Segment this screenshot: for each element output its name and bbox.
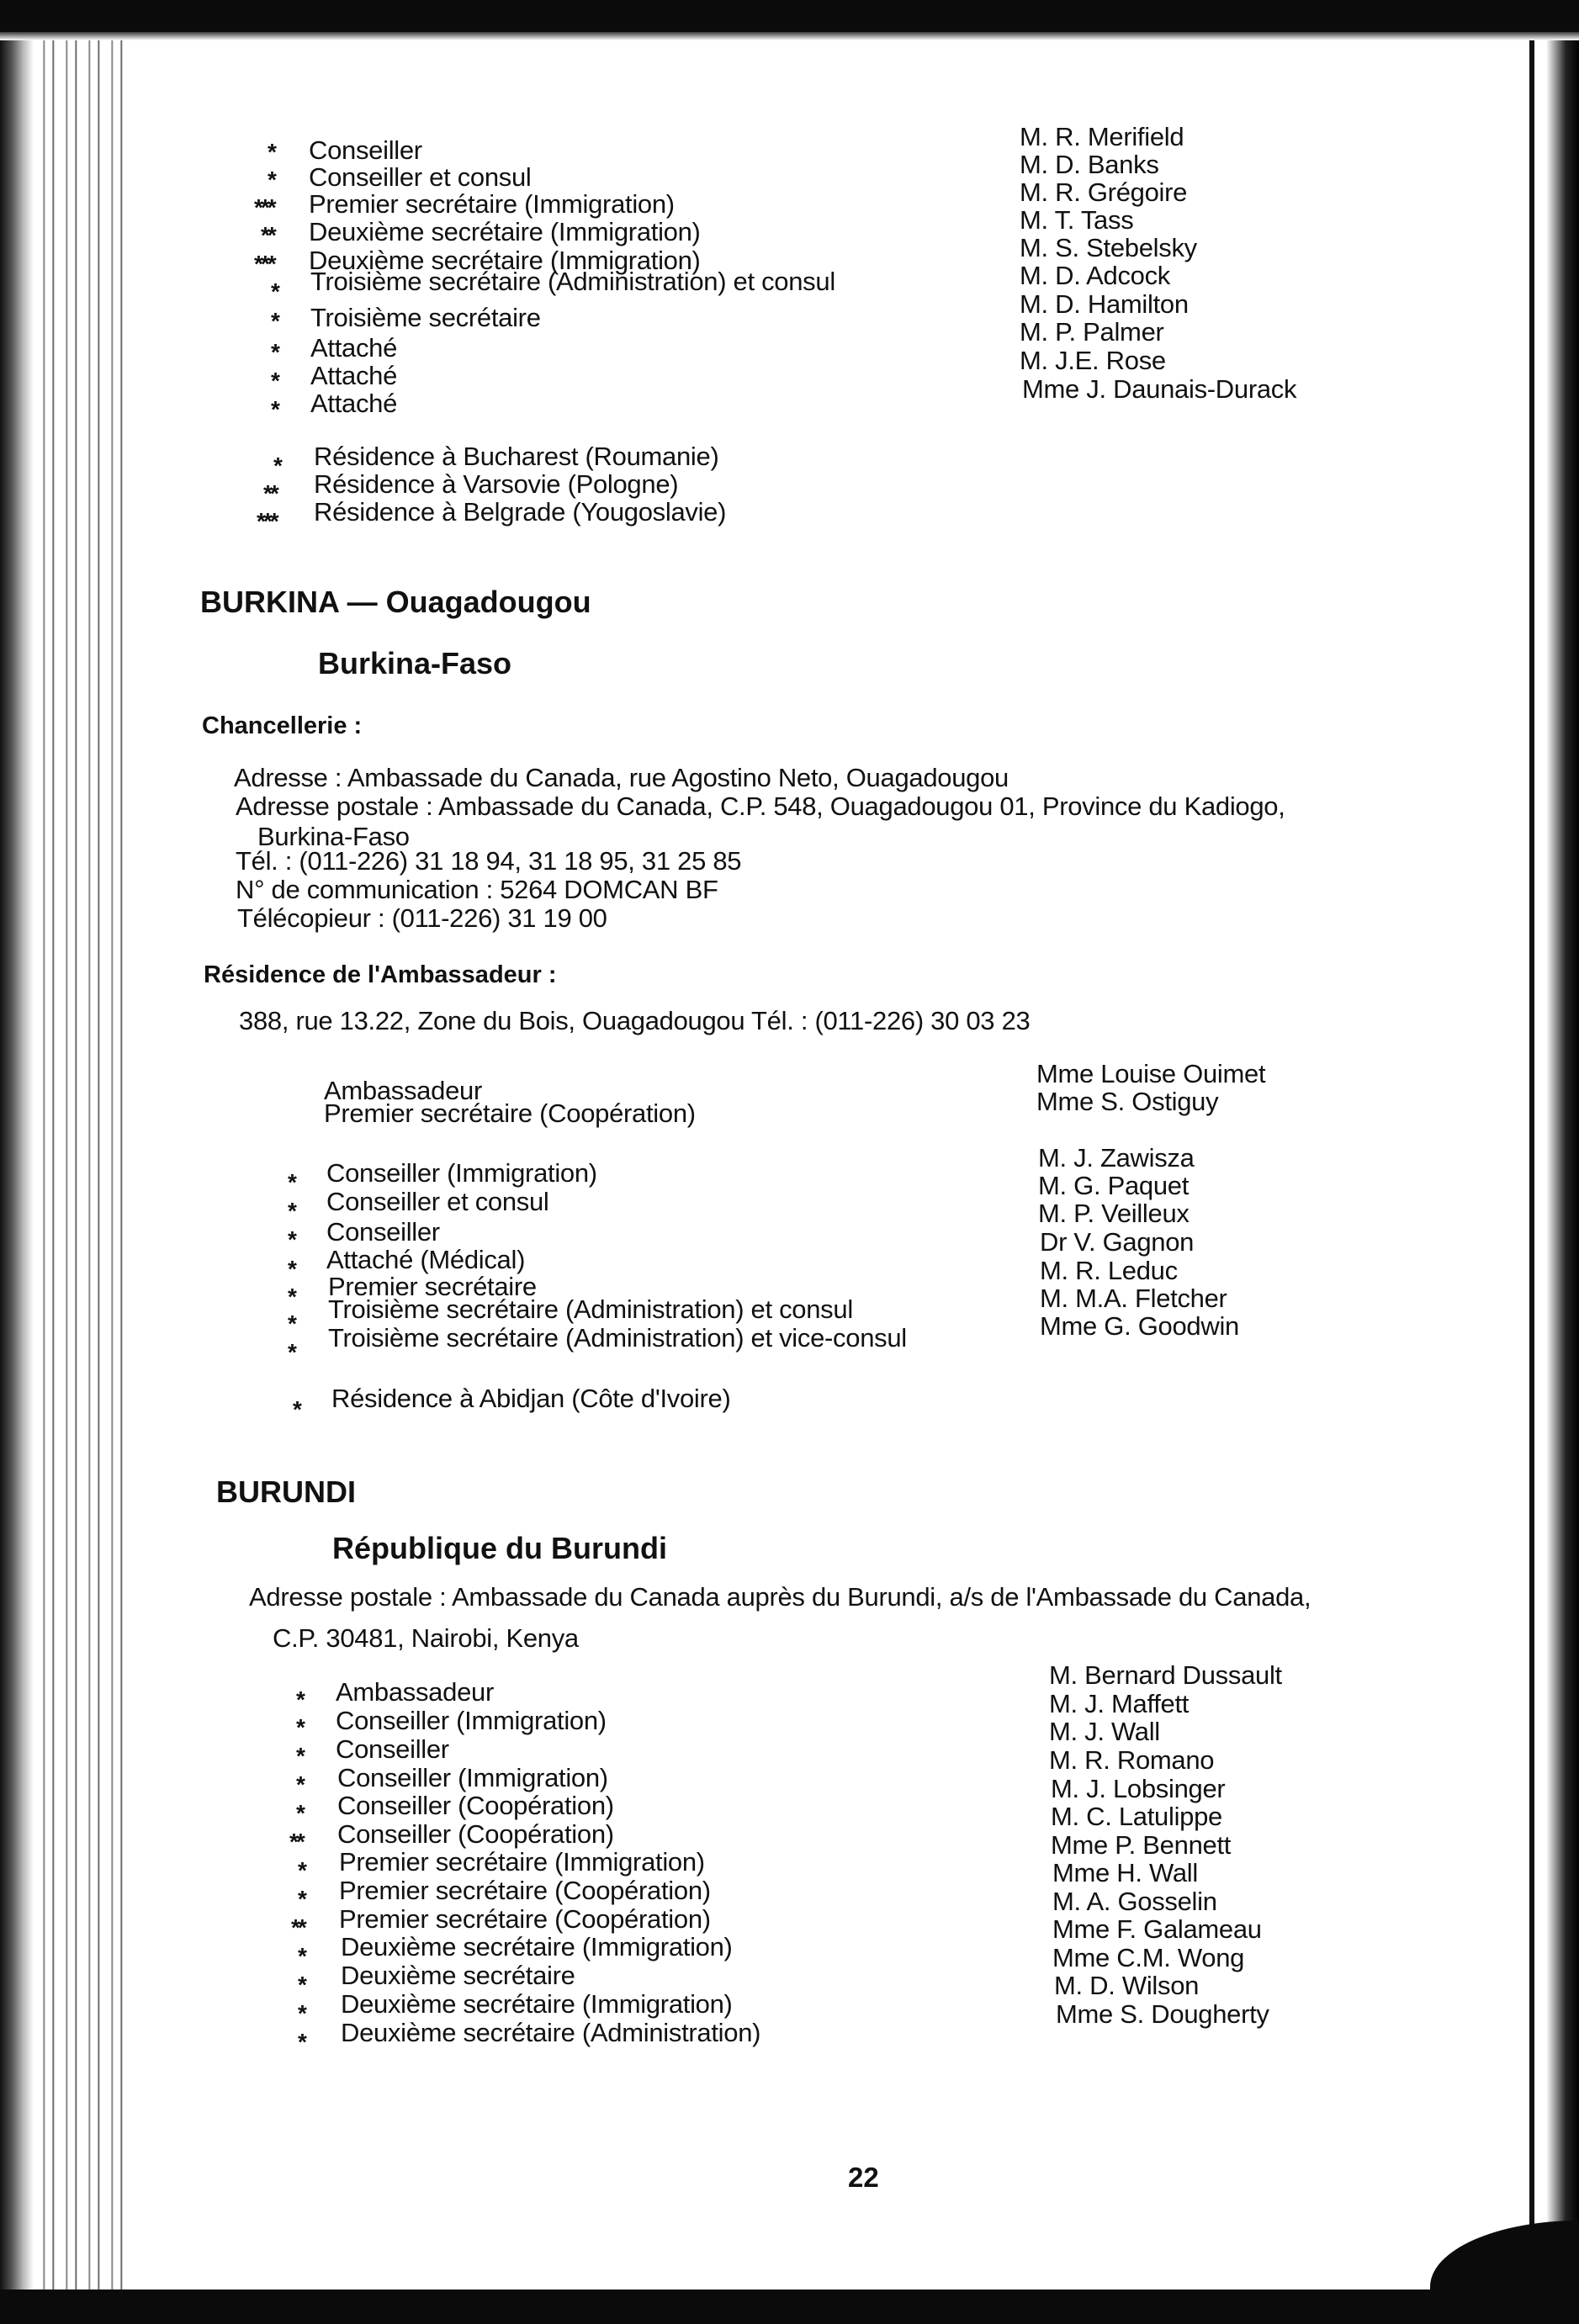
- bullet-marker: *: [296, 1714, 303, 1740]
- page-edge-shadow: [1546, 40, 1579, 2227]
- bullet-marker: **: [291, 1914, 305, 1940]
- staff-name: Mme P. Bennett: [1051, 1830, 1232, 1860]
- staff-title: Troisième secrétaire: [310, 303, 541, 332]
- staff-title: Deuxième secrétaire (Immigration): [341, 1932, 733, 1961]
- staff-title: Conseiller (Immigration): [326, 1158, 597, 1188]
- address-line: Adresse postale : Ambassade du Canada auprès du Burundi, a/s de l'Ambassade du Canada,: [249, 1582, 1311, 1612]
- bullet-marker: *: [273, 453, 280, 479]
- staff-name: M. P. Palmer: [1020, 317, 1164, 347]
- staff-name: M. J. Wall: [1049, 1717, 1160, 1746]
- residence-note: Résidence à Bucharest (Roumanie): [314, 442, 719, 471]
- bullet-marker: **: [289, 1829, 303, 1855]
- staff-title: Conseiller (Coopération): [337, 1819, 614, 1849]
- staff-name: M. P. Veilleux: [1038, 1199, 1190, 1228]
- country-subheading: Burkina-Faso: [318, 646, 512, 680]
- staff-title: Attaché: [310, 333, 398, 363]
- bullet-marker: ***: [257, 508, 277, 534]
- staff-name: M. T. Tass: [1020, 205, 1134, 235]
- residence-note: Résidence à Varsovie (Pologne): [314, 469, 679, 499]
- staff-name: M. D. Banks: [1020, 150, 1159, 179]
- staff-name: M. D. Adcock: [1020, 261, 1171, 290]
- bullet-marker: *: [293, 1396, 299, 1422]
- bullet-marker: *: [271, 396, 278, 422]
- staff-title: Deuxième secrétaire (Immigration): [341, 1989, 733, 2019]
- bullet-marker: *: [271, 308, 278, 334]
- bullet-marker: *: [288, 1284, 294, 1310]
- page-number: 22: [848, 2162, 879, 2193]
- bullet-marker: **: [261, 222, 274, 248]
- bullet-marker: *: [288, 1256, 294, 1282]
- bullet-marker: *: [296, 1686, 303, 1713]
- residence-note: Résidence à Abidjan (Côte d'Ivoire): [331, 1384, 731, 1413]
- staff-name: Mme S. Ostiguy: [1036, 1087, 1219, 1116]
- staff-title: Premier secrétaire (Coopération): [339, 1904, 711, 1934]
- residence-note: Résidence à Belgrade (Yougoslavie): [314, 497, 727, 527]
- staff-title: Ambassadeur: [324, 1076, 482, 1105]
- chancellerie-label: Chancellerie :: [202, 712, 363, 739]
- bullet-marker: *: [288, 1339, 294, 1365]
- country-heading: BURKINA — Ouagadougou: [200, 585, 591, 619]
- staff-title: Conseiller (Immigration): [336, 1706, 607, 1735]
- bullet-marker: *: [298, 2000, 305, 2026]
- staff-name: M. S. Stebelsky: [1020, 233, 1197, 262]
- scan-bottom-edge: [0, 2290, 1579, 2324]
- bullet-marker: *: [298, 1943, 305, 1969]
- staff-title: Conseiller (Coopération): [337, 1791, 614, 1820]
- staff-title: Deuxième secrétaire: [341, 1961, 575, 1990]
- scan-top-shadow: [0, 32, 1579, 40]
- staff-name: M. J.E. Rose: [1020, 346, 1166, 375]
- staff-name: M. G. Paquet: [1038, 1171, 1190, 1200]
- country-heading: BURUNDI: [216, 1474, 356, 1509]
- book-spine-shadow: [0, 40, 34, 2290]
- staff-name: Mme S. Dougherty: [1056, 1999, 1269, 2029]
- staff-title: Deuxième secrétaire (Immigration): [309, 217, 701, 246]
- bullet-marker: *: [271, 339, 278, 365]
- bullet-marker: *: [268, 167, 274, 193]
- staff-title: Conseiller et consul: [326, 1187, 549, 1216]
- staff-title: Deuxième secrétaire (Immigration): [309, 246, 701, 275]
- bullet-marker: ***: [254, 251, 274, 277]
- staff-name: M. D. Hamilton: [1020, 289, 1189, 319]
- scan-top-edge: [0, 0, 1579, 32]
- bullet-marker: *: [271, 278, 278, 304]
- staff-name: Mme F. Galameau: [1052, 1914, 1262, 1944]
- staff-title: Attaché: [310, 389, 398, 418]
- residence-label: Résidence de l'Ambassadeur :: [204, 961, 557, 988]
- phone-line: Tél. : (011-226) 31 18 94, 31 18 95, 31 25 85: [236, 846, 742, 876]
- staff-title: Conseiller: [326, 1217, 440, 1247]
- staff-name: M. J. Zawisza: [1038, 1143, 1195, 1173]
- bullet-marker: ***: [254, 194, 274, 220]
- telex-line: N° de communication : 5264 DOMCAN BF: [236, 875, 718, 904]
- address-line: C.P. 30481, Nairobi, Kenya: [273, 1623, 579, 1653]
- staff-title: Premier secrétaire (Coopération): [324, 1098, 696, 1128]
- staff-name: M. R. Leduc: [1040, 1256, 1178, 1285]
- staff-title: Premier secrétaire: [328, 1272, 537, 1301]
- staff-name: Mme J. Daunais-Durack: [1022, 374, 1297, 404]
- page-corner-curl: [1430, 2221, 1579, 2290]
- bullet-marker: *: [298, 2029, 305, 2055]
- bullet-marker: *: [268, 139, 274, 165]
- bullet-marker: *: [298, 1857, 305, 1883]
- staff-title: Conseiller: [336, 1734, 449, 1764]
- bullet-marker: *: [288, 1226, 294, 1252]
- address-line: Adresse : Ambassade du Canada, rue Agostino Neto, Ouagadougou: [234, 763, 1009, 792]
- staff-title: Premier secrétaire (Immigration): [309, 189, 675, 219]
- country-subheading: République du Burundi: [332, 1531, 667, 1565]
- staff-title: Troisième secrétaire (Administration) et consul: [328, 1294, 853, 1324]
- staff-name: M. C. Latulippe: [1051, 1802, 1222, 1831]
- staff-title: Deuxième secrétaire (Administration): [341, 2018, 761, 2047]
- staff-title: Premier secrétaire (Coopération): [339, 1876, 711, 1905]
- address-line: Burkina-Faso: [257, 822, 410, 851]
- bullet-marker: *: [296, 1743, 303, 1769]
- staff-title: Conseiller et consul: [309, 162, 532, 192]
- staff-name: Mme H. Wall: [1052, 1858, 1198, 1887]
- staff-name: M. M.A. Fletcher: [1040, 1284, 1227, 1313]
- staff-title: Attaché (Médical): [326, 1245, 526, 1274]
- staff-name: M. J. Maffett: [1049, 1689, 1190, 1718]
- staff-name: M. R. Grégoire: [1020, 177, 1188, 207]
- staff-name: M. J. Lobsinger: [1051, 1774, 1226, 1803]
- bullet-marker: *: [296, 1800, 303, 1826]
- page-edge-line: [1529, 40, 1534, 2227]
- bullet-marker: *: [288, 1198, 294, 1224]
- staff-name: Mme G. Goodwin: [1040, 1311, 1239, 1341]
- staff-name: M. Bernard Dussault: [1049, 1660, 1282, 1690]
- residence-address: 388, rue 13.22, Zone du Bois, Ouagadougou Tél. : (011-226) 30 03 23: [239, 1006, 1031, 1035]
- staff-name: M. R. Romano: [1049, 1745, 1215, 1775]
- address-line: Adresse postale : Ambassade du Canada, C.P. 548, Ouagadougou 01, Province du Kadiogo,: [236, 791, 1285, 821]
- staff-title: Conseiller (Immigration): [337, 1763, 608, 1792]
- staff-name: Dr V. Gagnon: [1040, 1227, 1195, 1257]
- staff-title: Ambassadeur: [336, 1677, 494, 1707]
- bullet-marker: *: [288, 1310, 294, 1337]
- bullet-marker: *: [296, 1771, 303, 1797]
- staff-title: Attaché: [310, 361, 398, 390]
- staff-name: Mme Louise Ouimet: [1036, 1059, 1266, 1088]
- staff-name: M. R. Merifield: [1020, 122, 1184, 151]
- staff-title: Troisième secrétaire (Administration) et consul: [310, 267, 835, 296]
- bullet-marker: *: [298, 1886, 305, 1912]
- bullet-marker: *: [288, 1169, 294, 1195]
- fax-line: Télécopieur : (011-226) 31 19 00: [237, 903, 607, 933]
- staff-name: Mme C.M. Wong: [1052, 1943, 1245, 1972]
- bullet-marker: *: [271, 368, 278, 394]
- bullet-marker: **: [263, 480, 277, 506]
- staff-name: M. A. Gosselin: [1052, 1887, 1217, 1916]
- staff-name: M. D. Wilson: [1054, 1971, 1200, 2000]
- staff-title: Conseiller: [309, 135, 422, 165]
- staff-title: Troisième secrétaire (Administration) et vice-consul: [328, 1323, 907, 1353]
- bullet-marker: *: [298, 1972, 305, 1998]
- staff-title: Premier secrétaire (Immigration): [339, 1847, 705, 1877]
